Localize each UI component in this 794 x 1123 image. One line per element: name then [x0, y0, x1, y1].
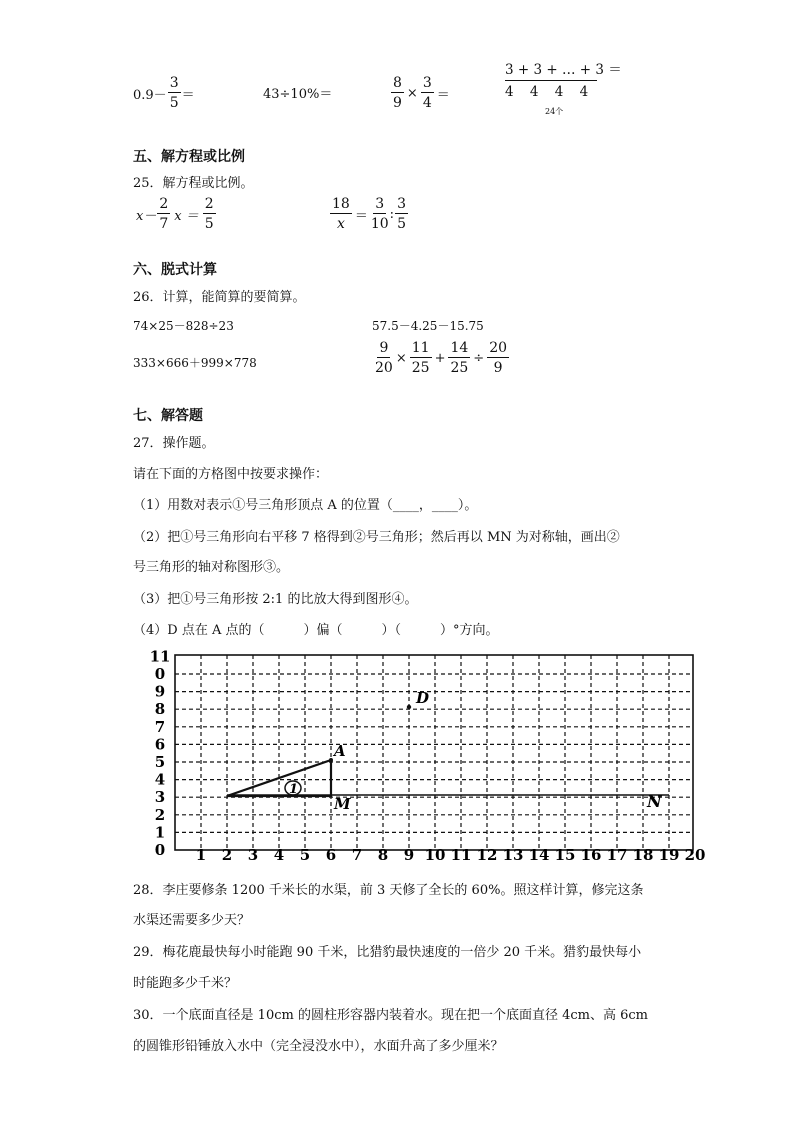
calc-expr-3: $\frac{8}{9}$ × $\frac{3}{4}$ ＝	[393, 75, 450, 111]
x-tick-label: 1	[195, 846, 207, 864]
x-tick-label: 19	[658, 846, 680, 864]
question-30a: 30．一个底面直径是 10cm 的圆柱形容器内装着水。现在把一个底面直径 4cm、高 6cm	[133, 1008, 648, 1023]
calc-26-1: 74×25－828÷23	[133, 319, 234, 333]
label-n: N	[647, 792, 662, 811]
x-tick-label: 12	[476, 846, 498, 864]
question-29b: 时能跑多少千米？	[133, 976, 238, 991]
x-tick-label: 16	[580, 846, 602, 864]
y-tick-label: 2	[154, 805, 166, 824]
x-tick-label: 8	[377, 846, 389, 864]
y-tick-label: 1	[154, 823, 166, 842]
calc-26-3: 333×666＋999×778	[133, 356, 257, 370]
question-27: 27．操作题。	[133, 436, 215, 451]
x-tick-label: 2	[221, 846, 233, 864]
y-tick-label: 6	[154, 735, 166, 754]
label-m: M	[334, 795, 351, 813]
x-tick-label: 4	[273, 846, 285, 864]
question-30b: 的圆锥形铅锤放入水中（完全浸没水中），水面升高了多少厘米？	[133, 1039, 504, 1054]
question-28a: 28．李庄要修条 1200 千米长的水渠，前 3 天修了全长的 60%。照这样计算，修完这条	[133, 883, 644, 898]
question-29a: 29．梅花鹿最快每小时能跑 90 千米，比猎豹最快速度的一倍少 20 千米。猎豹最快每小	[133, 945, 642, 960]
y-tick-label: 0	[154, 665, 166, 683]
question-27-1: （1）用数对表示①号三角形顶点 A 的位置（____，____）。	[133, 498, 478, 513]
x-tick-label: 18	[632, 846, 654, 864]
calc-expr-4: 3 + 3 + … + 3 ＝ 4 4 4 4 24个	[505, 62, 622, 116]
x-tick-label: 5	[299, 846, 311, 864]
x-tick-label: 14	[528, 846, 550, 864]
x-tick-label: 17	[606, 846, 628, 864]
coordinate-grid	[140, 646, 710, 864]
x-tick-label: 3	[247, 846, 259, 864]
y-tick-label: 9	[154, 682, 166, 701]
question-27-4: （4）D 点在 A 点的（ ）偏（ ）（ ）°方向。	[133, 623, 499, 638]
y-tick-label: 4	[154, 770, 166, 789]
x-tick-label: 15	[554, 846, 576, 864]
question-27-2b: 号三角形的轴对称图形③。	[133, 560, 290, 575]
y-tick-label: 8	[154, 700, 166, 719]
section-title-5: 五、解方程或比例	[133, 149, 245, 165]
fraction: $\frac{3}{5}$	[169, 75, 179, 111]
y-tick-label: 11	[149, 647, 171, 666]
calc-26-2: 57.5－4.25－15.75	[372, 319, 484, 333]
calc-expr-1: 0.9－ $\frac{3}{5}$ ＝	[133, 75, 195, 111]
question-25: 25．解方程或比例。	[133, 176, 254, 191]
point-d	[407, 705, 411, 709]
calc-expr-2: 43÷10%＝	[263, 87, 333, 102]
section-title-6: 六、脱式计算	[133, 262, 217, 278]
label-d: D	[416, 689, 430, 707]
x-tick-label: 6	[325, 846, 337, 864]
y-tick-label: 7	[154, 717, 166, 736]
brace-label: 24个	[545, 107, 564, 116]
proportion-1: $\frac{18}{x}$ ＝ $\frac{3}{10}$ : $\frac{3}{5}$	[332, 196, 406, 232]
question-27-intro: 请在下面的方格图中按要求操作：	[133, 467, 329, 482]
x-tick-label: 20	[684, 846, 706, 864]
question-27-3: （3）把①号三角形按 2:1 的比放大得到图形④。	[133, 592, 418, 607]
x-tick-label: 10	[424, 846, 446, 864]
question-26: 26．计算，能简算的要简算。	[133, 290, 306, 305]
label-triangle-1: 1	[289, 782, 299, 797]
label-a: A	[334, 742, 346, 760]
question-28b: 水渠还需要多少天？	[133, 913, 251, 928]
y-tick-label: 3	[154, 788, 166, 807]
point-a	[329, 758, 333, 762]
x-tick-label: 7	[351, 846, 363, 864]
calc-26-4: $\frac{9}{20}$ × $\frac{11}{25}$ + $\frac{14}{25}$ ÷ $\frac{20}{9}$	[375, 340, 508, 376]
x-tick-label: 13	[502, 846, 524, 864]
x-tick-label: 11	[450, 846, 472, 864]
equation-1: x－ $\frac{2}{7}$ x ＝ $\frac{2}{5}$	[136, 196, 214, 232]
section-title-7: 七、解答题	[133, 408, 203, 424]
y-tick-label: 5	[154, 753, 166, 771]
x-tick-label: 9	[403, 846, 415, 864]
question-27-2a: （2）把①号三角形向右平移 7 格得到②号三角形；然后再以 MN 为对称轴，画出②	[133, 530, 620, 545]
y-tick-label: 0	[154, 841, 166, 859]
